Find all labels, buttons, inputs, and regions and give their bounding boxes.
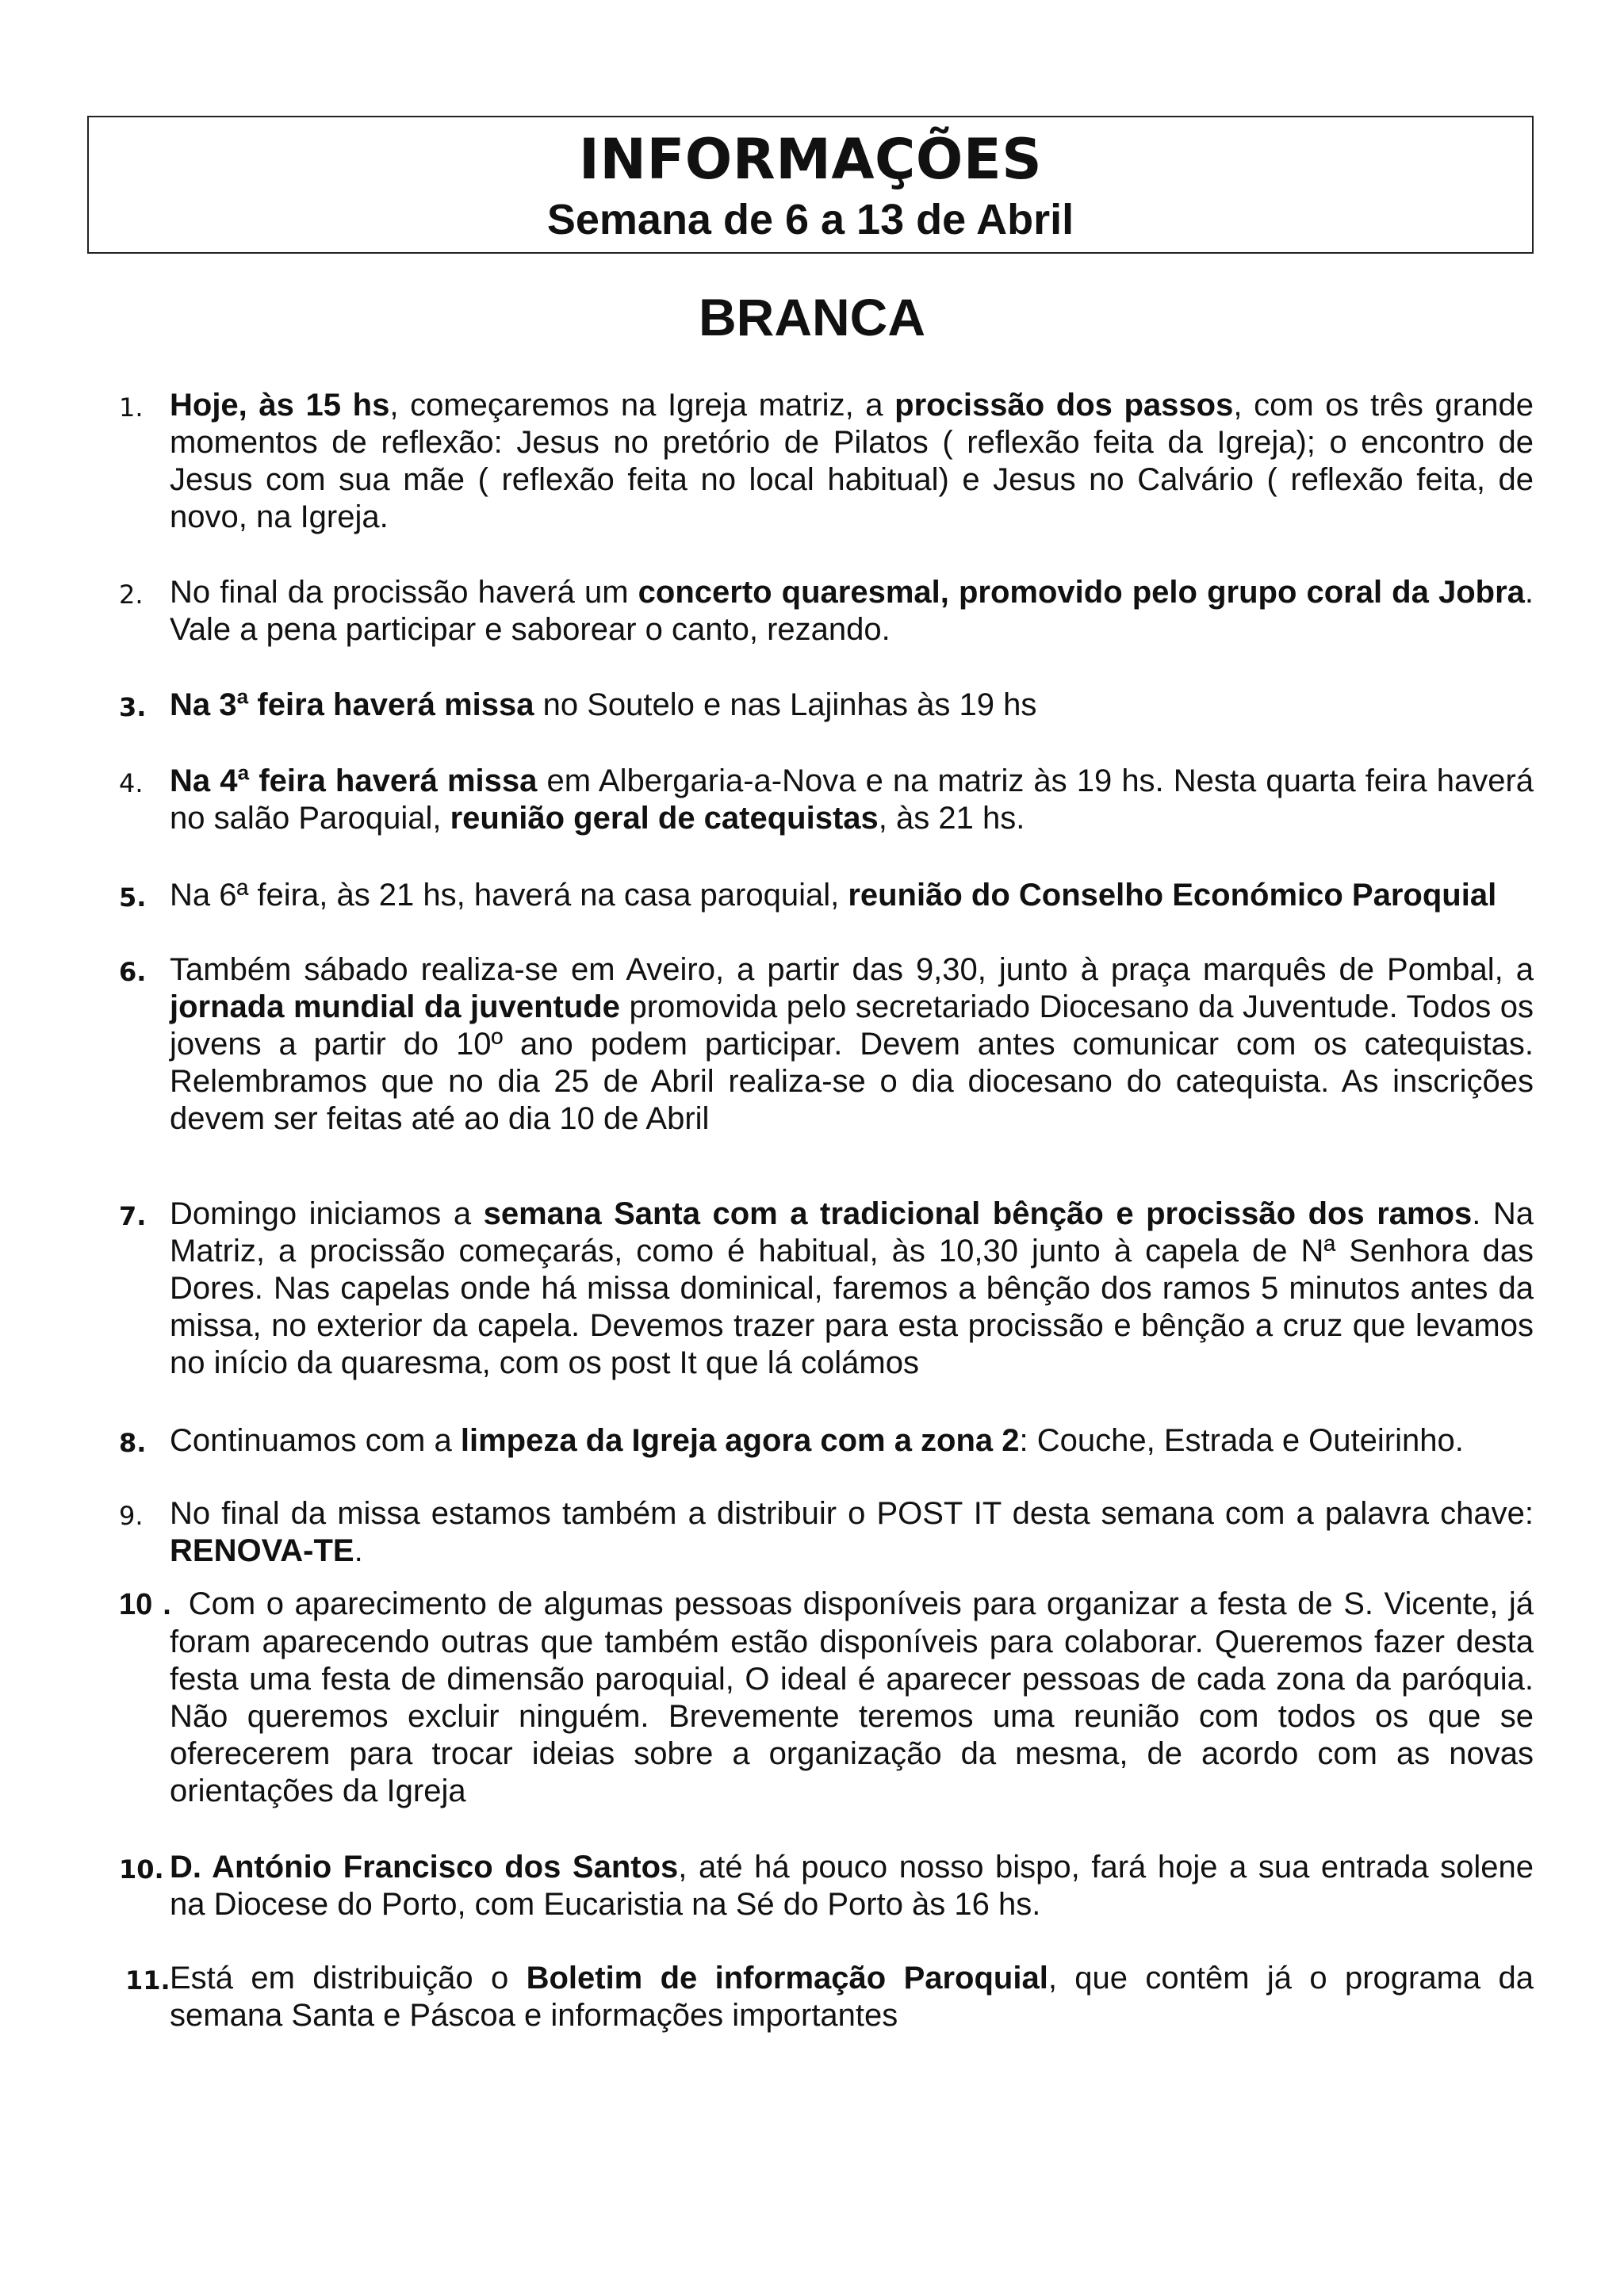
item-number: 1.: [119, 392, 144, 423]
item-text-part: no Soutelo e nas Lajinhas às 19 hs: [534, 687, 1037, 722]
item-text-bold: concerto quaresmal, promovido pelo grupo coral da Jobra: [638, 575, 1525, 610]
item-text-part: , começaremos na Igreja matriz, a: [389, 388, 895, 423]
list-item-5: [119, 877, 1534, 914]
item-text: [170, 574, 1534, 649]
list-item-8: [119, 1422, 1534, 1460]
item-text: [170, 951, 1534, 1138]
item-text-bold: reunião do Conselho Económico Paroquial: [848, 878, 1497, 913]
item-text-part: .: [354, 1533, 363, 1568]
item-text-part: Na 6ª feira, às 21 hs, haverá na casa paroquial,: [170, 878, 848, 913]
item-text-bold: limpeza da Igreja agora com a zona 2: [460, 1423, 1020, 1458]
list-item-1: [119, 387, 1534, 536]
item-text-part: : Couche, Estrada e Outeirinho.: [1019, 1423, 1464, 1458]
list-item-7: [119, 1196, 1534, 1382]
item-text-part: , que contêm já o programa da semana Santa e Páscoa e informações importantes: [170, 1961, 1534, 2033]
item-text-part: No final da missa estamos também a distribuir o POST IT desta semana com a palavra chave:: [170, 1496, 1534, 1531]
item-text-part: . Na Matriz, a procissão começarás, como é habitual, às 10,30 junto à capela de Nª Senhora das Dores. Nas capelas onde há missa dominical, faremos a bênção dos ramos 5 minutos antes da missa, no exterior da capela. Devemos trazer para esta procissão e bênção a cruz que levamos no início da quaresma, com os post It que lá colámos: [170, 1196, 1534, 1380]
item-text-bold: D. António Francisco dos Santos: [170, 1850, 679, 1885]
item-text-part: , às 21 hs.: [878, 801, 1025, 836]
item-text: [170, 687, 1534, 724]
item-number: 9.: [119, 1501, 144, 1531]
item-text-part: Também sábado realiza-se em Aveiro, a partir das 9,30, junto à praça marquês de Pombal, a: [170, 952, 1534, 987]
item-number: 3.: [119, 692, 147, 722]
item-text: [170, 1960, 1534, 2034]
item-text-part: em Albergaria-a-Nova e na matriz às 19 hs. Nesta quarta feira haverá no salão Paroquial,: [170, 763, 1534, 836]
item-number: 11.: [125, 1965, 170, 1996]
item-text-part: promovida pelo secretariado Diocesano da Juventude. Todos os jovens a partir do 10º ano podem participar. Devem antes comunicar com os catequistas. Relembramos que no dia 25 de Abril realiza-se o dia diocesano do catequista. As inscrições devem ser feitas até ao dia 10 de Abril: [170, 989, 1534, 1136]
list-item-2: [119, 574, 1534, 649]
item-text-bold: RENOVA-TE: [170, 1533, 354, 1568]
item-text: [170, 1196, 1534, 1382]
item-text: [170, 387, 1534, 536]
list-item-10a: [119, 1586, 1534, 1810]
item-number: 7.: [119, 1201, 147, 1231]
item-text-bold: procissão dos passos: [894, 388, 1234, 423]
item-text-part: Domingo iniciamos a: [170, 1196, 484, 1231]
item-number: 6.: [119, 957, 147, 987]
header-box: [87, 116, 1534, 254]
section-title: BRANCA: [699, 288, 925, 346]
item-text-bold: semana Santa com a tradicional bênção e procissão dos ramos: [483, 1196, 1473, 1231]
item-text-bold: Na 3ª feira haverá missa: [170, 687, 534, 722]
list-item-3: [119, 687, 1534, 724]
item-number: 10.: [119, 1854, 164, 1885]
item-text-part: Com o aparecimento de algumas pessoas disponíveis para organizar a festa de S. Vicente, já foram aparecendo outras que também estão disponíveis para colaborar. Queremos fazer desta festa uma festa de dimensão paroquial, O ideal é aparecer pessoas de cada zona da paróquia. Não queremos excluir ninguém. Brevemente teremos uma reunião com todos os que se oferecerem para trocar ideias sobre a organização da mesma, de acordo com as novas orientações da Igreja: [170, 1586, 1534, 1808]
item-text: [119, 1586, 1534, 1810]
item-text-bold: Boletim de informação Paroquial: [526, 1961, 1048, 1996]
item-text-part: , com os três grande momentos de reflexão: Jesus no pretório de Pilatos ( reflexão feita da Igreja); o encontro de Jesus com sua mãe ( reflexão feita no local habitual) e Jesus no Calvário ( reflexão feita, de novo, na Igreja.: [170, 388, 1534, 534]
item-text: [170, 1422, 1534, 1460]
page-subtitle: Semana de 6 a 13 de Abril: [546, 196, 1074, 243]
item-text-bold: Na 4ª feira haverá missa: [170, 763, 538, 798]
list-item-11: [119, 1960, 1534, 2034]
item-text-bold: reunião geral de catequistas: [450, 801, 879, 836]
item-text-bold: Hoje, às 15 hs: [170, 388, 390, 423]
item-text-part: , até há pouco nosso bispo, fará hoje a sua entrada solene na Diocese do Porto, com Eucaristia na Sé do Porto às 16 hs.: [170, 1850, 1534, 1922]
item-text-part: Continuamos com a: [170, 1423, 461, 1458]
item-text: [170, 763, 1534, 837]
item-text: [170, 877, 1534, 914]
item-text: [170, 1495, 1534, 1570]
item-number: 4.: [119, 768, 144, 798]
item-text-part: Está em distribuição o: [170, 1961, 527, 1996]
list-item-9: [119, 1495, 1534, 1570]
item-text-part: . Vale a pena participar e saborear o canto, rezando.: [170, 575, 1534, 647]
page-title: INFORMAÇÕES: [578, 127, 1043, 192]
item-text: [170, 1849, 1534, 1923]
item-number: 10 .: [119, 1588, 171, 1621]
item-number: 8.: [119, 1428, 147, 1458]
item-text-bold: jornada mundial da juventude: [170, 989, 620, 1024]
list-item-4: [119, 763, 1534, 837]
item-number: 2.: [119, 580, 144, 610]
list-item-6: [119, 951, 1534, 1138]
item-text-part: No final da procissão haverá um: [170, 575, 638, 610]
list-item-10b: [119, 1849, 1534, 1923]
item-number: 5.: [119, 882, 147, 913]
